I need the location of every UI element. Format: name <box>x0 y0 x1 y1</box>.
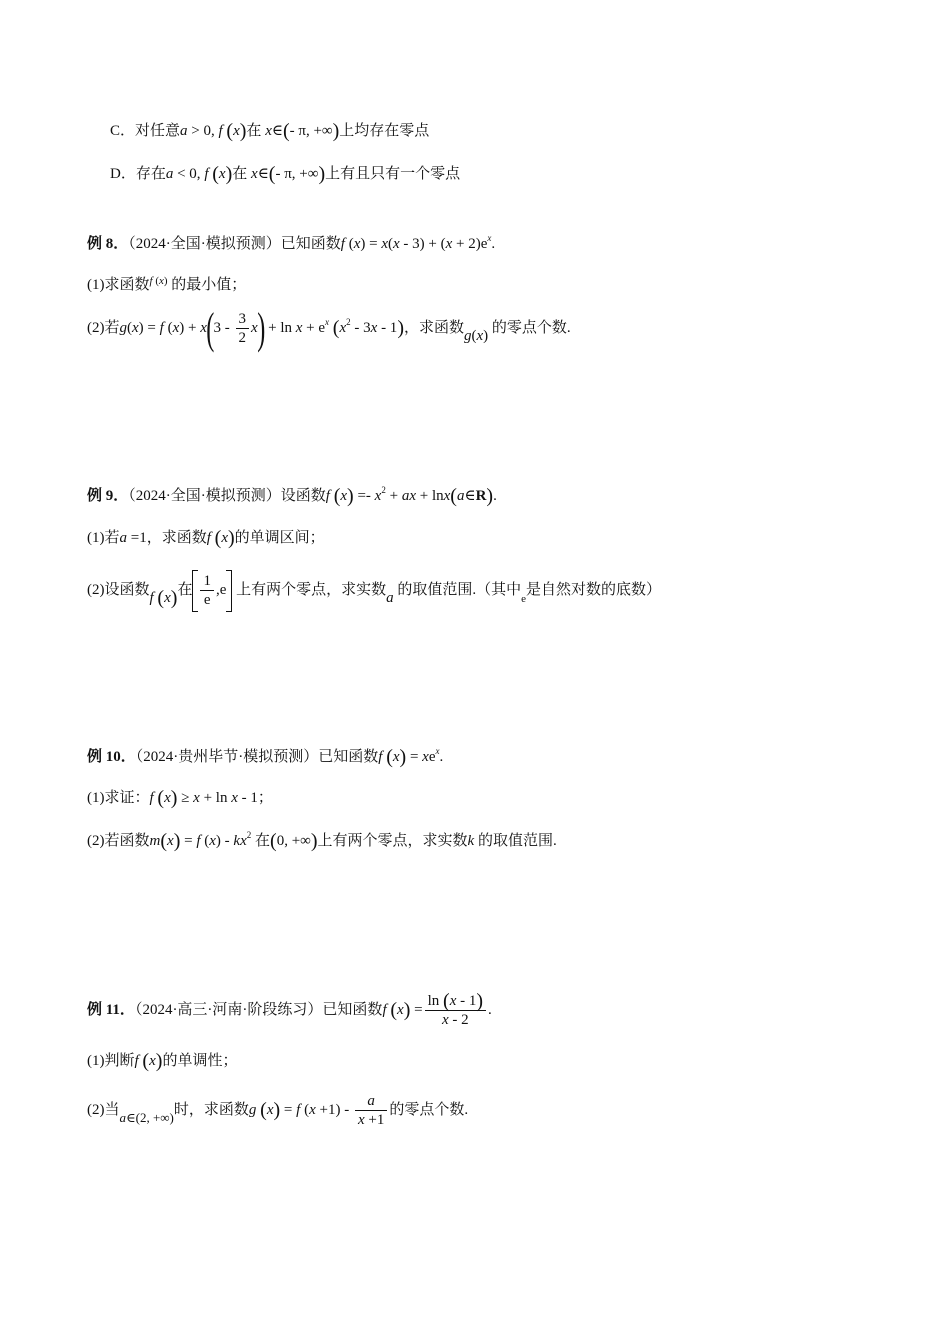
ex11-q1-suffix: 的单调性； <box>162 1053 238 1069</box>
ex8-source: （2024·全国·模拟预测）已知函数 <box>128 236 341 252</box>
ex11-heading: 例 11．（2024·高三·河南·阶段练习）已知函数f (x) = $\frac{\ln (x - 1)}{x - 2}$ . <box>87 990 492 1029</box>
ex10-q2-formula: m(x) = f $(x) - kx^2$ <box>149 830 252 852</box>
ex8-q2-prefix: (2)若 <box>87 320 120 336</box>
ex9-q2-interval: $\frac{1}{e}$ ,e <box>192 582 232 598</box>
ex8-q2-g: g(x) <box>464 328 489 344</box>
option-d-mid: 在 <box>232 166 248 182</box>
ex8-q2-middle: ，求函数 <box>403 320 464 336</box>
ex9-q2-suffix: 是自然对数的底数） <box>526 582 662 598</box>
option-d-label: D．存在 <box>110 166 166 182</box>
ex9-function: f $(x) =- x^2$ + ax + lnx(a∈R) <box>325 485 494 507</box>
ex8-q1 <box>87 270 246 296</box>
option-d <box>110 163 460 185</box>
ex11-q1-func: f (x) <box>134 1050 163 1072</box>
ex8-function: f $(x) = x(x - 3) + (x + 2)e^x$ <box>340 233 492 252</box>
ex11-q2-cond: a∈(2, +∞) <box>119 1110 174 1125</box>
option-d-formula-1: a < 0, f (x) <box>165 163 233 185</box>
option-c <box>110 120 429 142</box>
ex8-q1-prefix: (1)求函数 <box>87 277 150 293</box>
ex10-q2-interval: (0, +∞) <box>270 830 318 852</box>
option-c-mid: 在 <box>246 123 262 139</box>
ex9-q2-prefix: (2)设函数 <box>87 582 150 598</box>
ex11-q2-suffix: 的零点个数. <box>389 1102 469 1118</box>
ex9-q1 <box>87 527 325 549</box>
ex11-function: f (x) = $\frac{\ln (x - 1)}{x - 2}$ <box>382 1002 488 1018</box>
ex11-q2 <box>87 1088 468 1140</box>
ex8-q1-suffix: 的最小值； <box>171 277 247 293</box>
ex10-q1-prefix: (1)求证： <box>87 790 150 806</box>
option-d-formula-2: x∈(- π, +∞) <box>251 163 326 185</box>
ex8-q2 <box>87 303 571 358</box>
ex9-tag: 例 9． <box>87 488 129 504</box>
ex11-q2-middle: 时，求函数 <box>173 1102 249 1118</box>
ex9-q2-middle: 上有两个零点，求实数 <box>236 582 387 598</box>
ex11-source: （2024·高三·河南·阶段练习）已知函数 <box>134 1002 383 1018</box>
ex8-heading: 例 8．（2024·全国·模拟预测）已知函数f $(x) = x(x - 3) + (x + 2)e^x$. <box>87 233 496 252</box>
ex9-q2-in: 在 <box>177 582 193 598</box>
ex9-q2-e: e <box>521 593 527 605</box>
ex8-q1-func: f (x) <box>149 275 168 287</box>
ex9-q1-cond: a =1 <box>119 530 147 546</box>
option-c-tail: 上均存在零点 <box>339 123 430 139</box>
ex10-q2-k: k <box>467 833 475 849</box>
ex9-q2-func: f (x) <box>149 587 178 609</box>
option-d-tail: 上有且只有一个零点 <box>325 166 461 182</box>
option-c-formula-1: a > 0, f (x) <box>180 120 247 142</box>
ex10-q1-formula: f (x) ≥ x + ln x - 1 <box>149 787 258 809</box>
ex11-q2-prefix: (2)当 <box>87 1102 120 1118</box>
ex11-tag: 例 11． <box>87 1002 135 1018</box>
option-c-formula-2: x∈(- π, +∞) <box>265 120 340 142</box>
ex9-q1-prefix: (1)若 <box>87 530 120 546</box>
ex9-q2-a: a <box>386 590 394 606</box>
ex10-q2-middle: 上有两个零点，求实数 <box>317 833 468 849</box>
ex9-q1-func: f (x) <box>206 527 235 549</box>
ex9-source: （2024·全国·模拟预测）设函数 <box>128 488 326 504</box>
ex10-q1: (1)求证：f (x) ≥ x + ln x - 1； <box>87 787 273 809</box>
ex9-q2-range: 的取值范围.（其中 <box>397 582 522 598</box>
ex10-function: f $(x) = xe^x$ <box>378 746 440 768</box>
ex11-q2-formula: g (x) = f (x +1) - $\frac{a}{x +1}$ <box>249 1102 389 1118</box>
ex10-q2-prefix: (2)若函数 <box>87 833 150 849</box>
ex10-q2 <box>87 830 557 852</box>
option-c-label: C．对任意 <box>110 123 181 139</box>
ex10-q2-in: 在 <box>255 833 271 849</box>
ex9-q1-middle: ，求函数 <box>146 530 207 546</box>
ex8-q2-suffix: 的零点个数. <box>491 320 571 336</box>
ex11-q1 <box>87 1050 237 1072</box>
ex9-heading: 例 9．（2024·全国·模拟预测）设函数f $(x) =- x^2$ + ax + lnx(a∈R). <box>87 485 497 507</box>
ex11-q1-prefix: (1)判断 <box>87 1053 135 1069</box>
ex10-q2-suffix: 的取值范围. <box>477 833 557 849</box>
ex10-tag: 例 10． <box>87 749 136 765</box>
ex9-q2 <box>87 568 661 621</box>
ex10-heading: 例 10．（2024·贵州毕节·模拟预测）已知函数f $(x) = xe^x$. <box>87 746 444 768</box>
ex8-q2-formula: g(x) = f (x) + x(3 - $\frac{3}{2}$ $x) + \ln x + e^x$ $(x^2 - 3x - 1)$ <box>119 303 404 353</box>
ex10-source: （2024·贵州毕节·模拟预测）已知函数 <box>135 749 379 765</box>
ex8-tag: 例 8． <box>87 236 129 252</box>
ex9-q1-suffix: 的单调区间； <box>234 530 325 546</box>
